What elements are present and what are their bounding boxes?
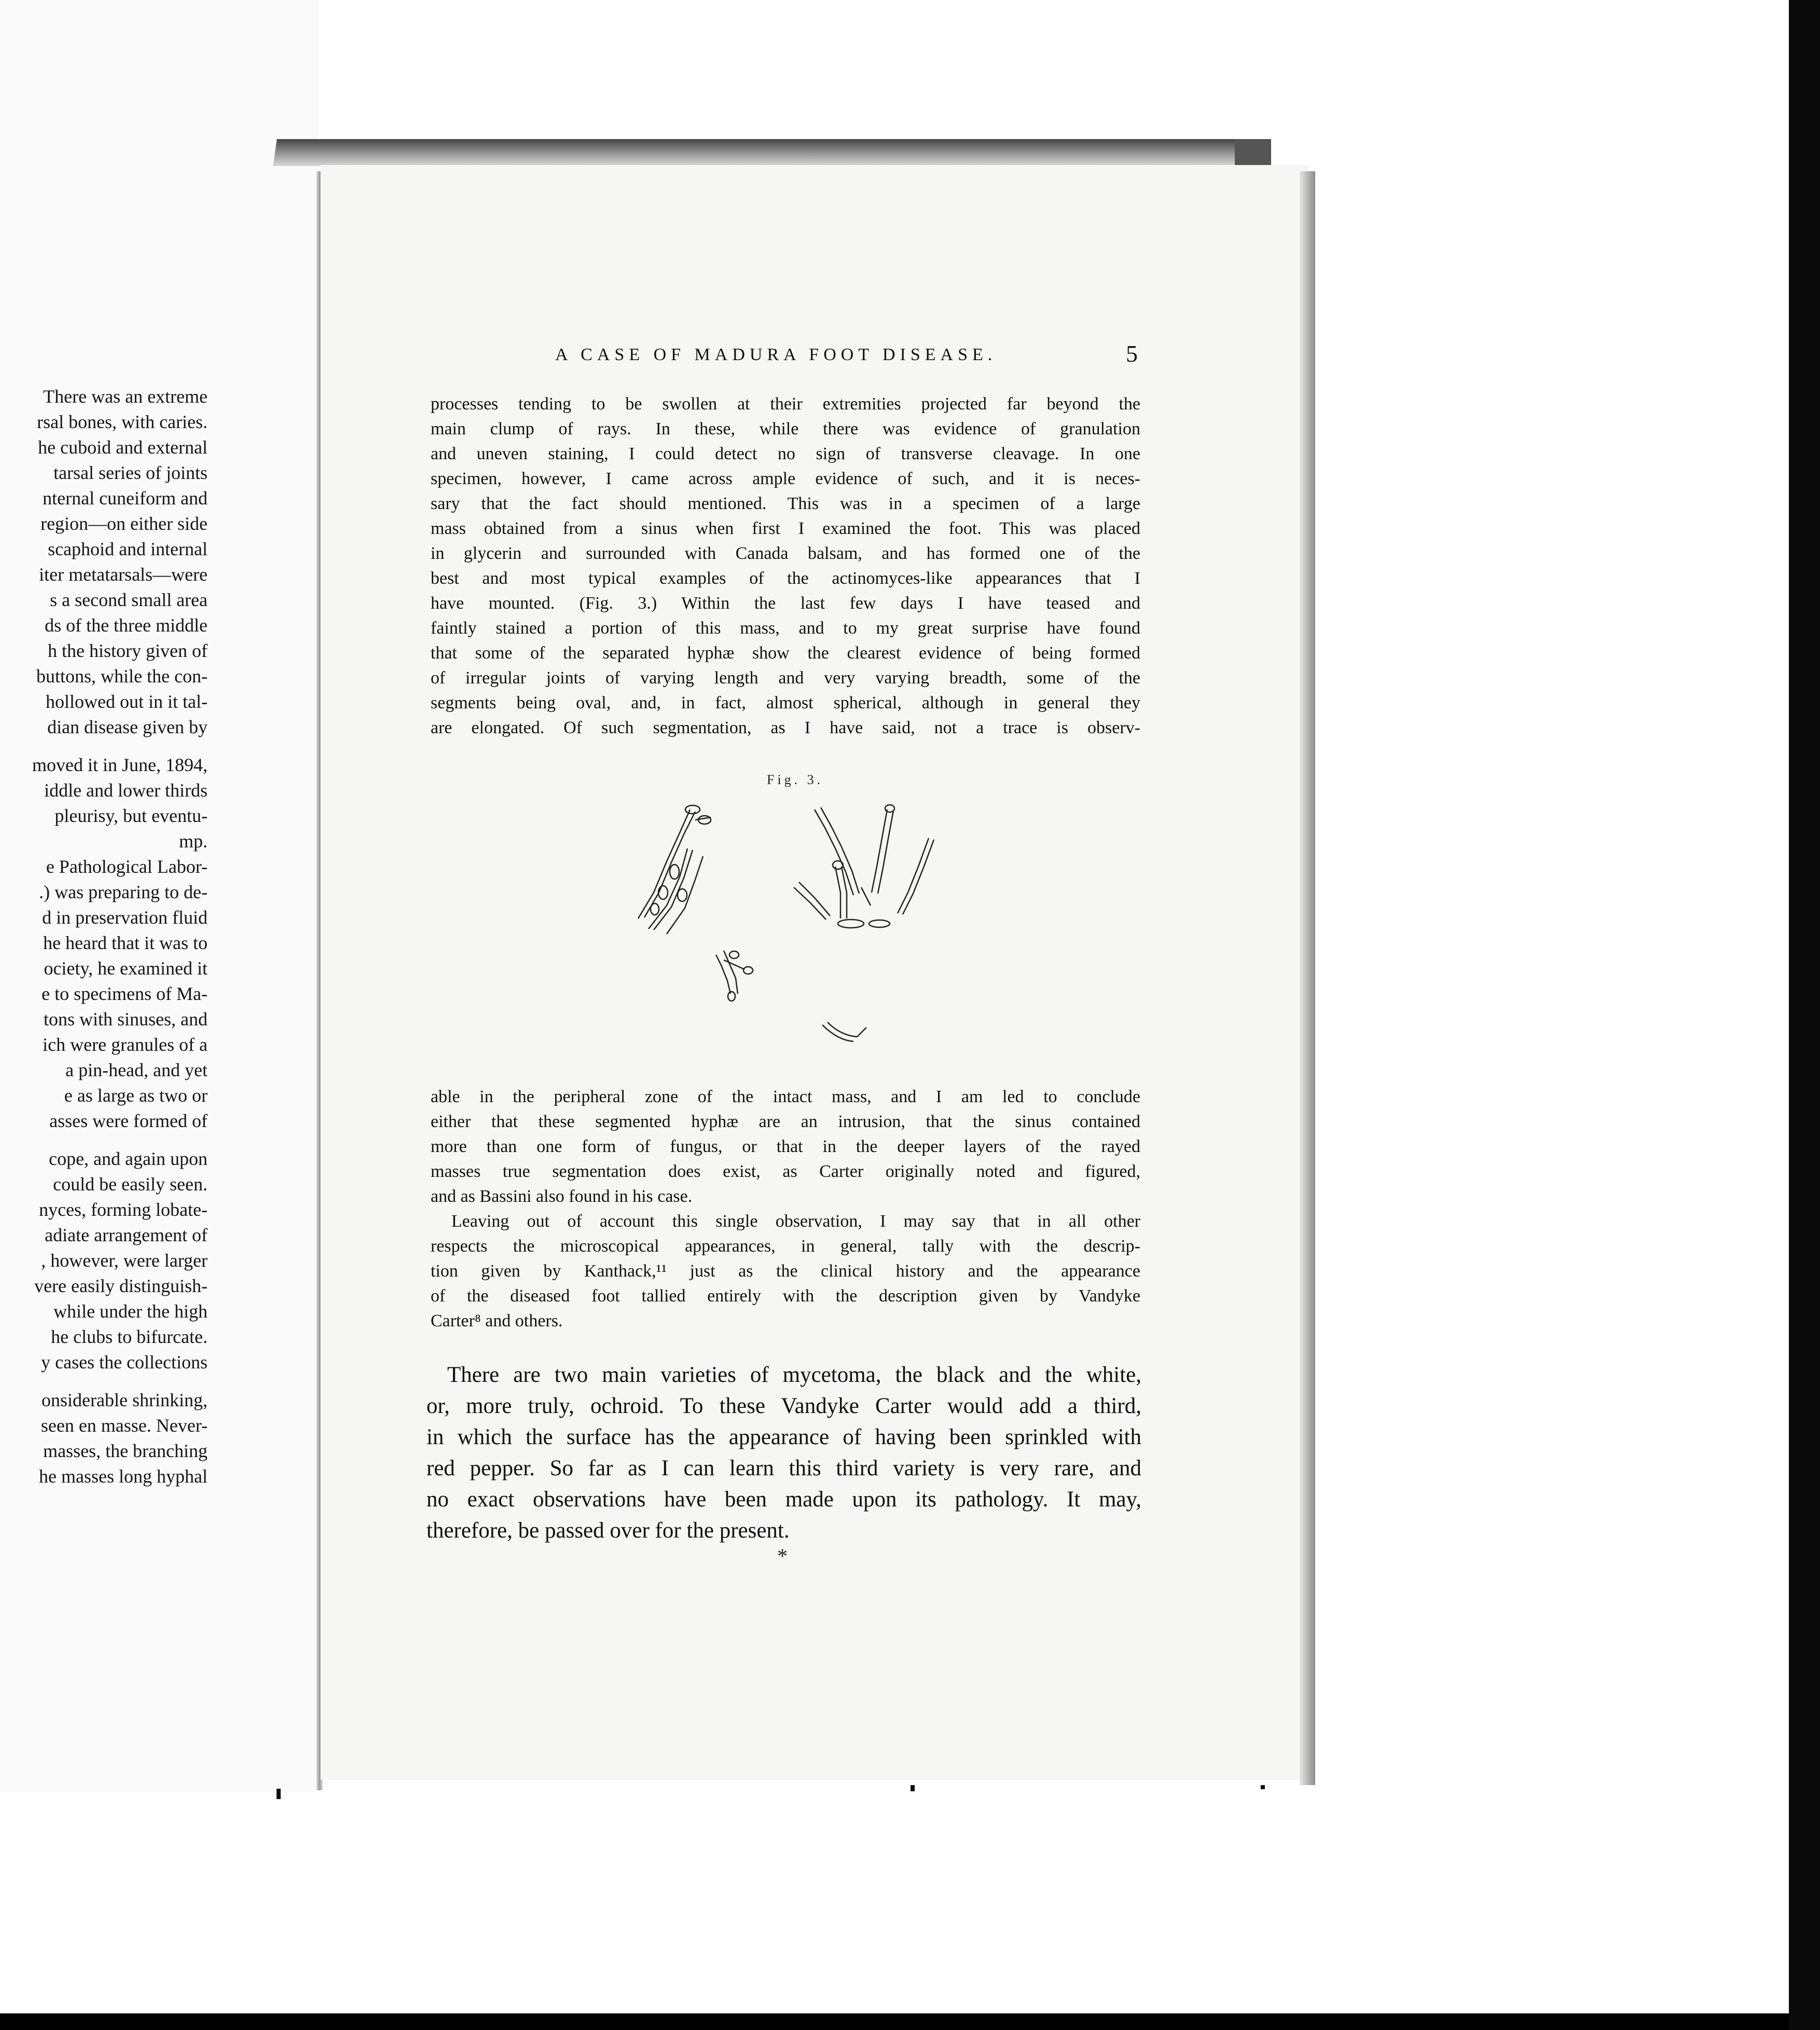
text-line: processes tending to be swollen at their extremities projected far beyond the bbox=[431, 394, 1140, 414]
text-line: have mounted. (Fig. 3.) Within the last few days I have teased and bbox=[431, 594, 1140, 613]
left-text-line: d in preservation fluid bbox=[42, 907, 208, 928]
text-line: mass obtained from a sinus when first I examined the foot. This was placed bbox=[431, 519, 1140, 538]
left-text-line: ich were granules of a bbox=[43, 1034, 208, 1055]
text-line: of irregular joints of varying length and very varying breadth, some of the bbox=[431, 668, 1140, 688]
left-text-line: tarsal series of joints bbox=[53, 462, 208, 483]
left-text-line: nyces, forming lobate- bbox=[39, 1199, 208, 1220]
hyphae-fragment bbox=[822, 1022, 866, 1041]
left-text-line bbox=[0, 740, 208, 752]
left-text-line: ociety, he examined it bbox=[44, 958, 208, 979]
text-line: Leaving out of account this single observation, I may say that in all other bbox=[451, 1212, 1140, 1231]
left-text-line: he cuboid and external bbox=[38, 437, 208, 458]
text-line: of the diseased foot tallied entirely with the description given by Vandyke bbox=[431, 1286, 1140, 1306]
text-line: faintly stained a portion of this mass, and to my great surprise have found bbox=[431, 619, 1140, 638]
text-line: in glycerin and surrounded with Canada balsam, and has formed one of the bbox=[431, 544, 1140, 563]
left-text-line: h the history given of bbox=[48, 640, 208, 661]
scan-mark bbox=[911, 1785, 915, 1791]
left-text-line: seen en masse. Never- bbox=[40, 1415, 208, 1436]
left-text-line: e to specimens of Ma- bbox=[42, 983, 208, 1004]
hyphae-cluster-left bbox=[638, 805, 711, 934]
text-line: in which the surface has the appearance of having been sprinkled with bbox=[426, 1425, 1141, 1449]
text-line: that some of the separated hyphæ show the clearest evidence of being formed bbox=[431, 643, 1140, 663]
left-text-line: asses were formed of bbox=[49, 1110, 208, 1131]
left-text-line: hollowed out in it tal- bbox=[46, 691, 208, 712]
left-text-line: he heard that it was to bbox=[43, 932, 208, 953]
left-text-line bbox=[0, 1134, 208, 1146]
left-text-line: he clubs to bifurcate. bbox=[51, 1326, 208, 1347]
text-line: red pepper. So far as I can learn this third variety is very rare, and bbox=[426, 1456, 1141, 1480]
left-text-line: cope, and again upon bbox=[49, 1148, 208, 1169]
text-line: masses true segmentation does exist, as Carter originally noted and figured, bbox=[431, 1162, 1140, 1181]
text-line: no exact observations have been made upon its pathology. It may, bbox=[426, 1487, 1141, 1512]
left-text-line: ds of the three middle bbox=[45, 615, 208, 636]
hyphae-cluster-right bbox=[794, 805, 934, 928]
text-line: sary that the fact should mentioned. This was in a specimen of a large bbox=[431, 494, 1140, 513]
left-text-line: dian disease given by bbox=[47, 717, 208, 737]
text-line: and uneven staining, I could detect no sign of transverse cleavage. In one bbox=[431, 444, 1140, 463]
left-text-line: onsiderable shrinking, bbox=[42, 1390, 208, 1410]
running-head: A CASE OF MADURA FOOT DISEASE. bbox=[555, 345, 997, 364]
paragraph-4 bbox=[426, 1360, 1141, 1546]
page-corner-shadow bbox=[1235, 139, 1271, 166]
page-edge-shadow bbox=[273, 139, 1262, 166]
left-text-line: e Pathological Labor- bbox=[46, 856, 208, 877]
text-line: are elongated. Of such segmentation, as I have said, not a trace is observ- bbox=[431, 718, 1140, 737]
left-text-line: .) was preparing to de- bbox=[39, 882, 208, 902]
text-line: main clump of rays. In these, while there was evidence of granulation bbox=[431, 419, 1140, 438]
text-line: and as Bassini also found in his case. bbox=[431, 1187, 693, 1206]
left-text-line: e as large as two or bbox=[64, 1085, 208, 1106]
hyphae-small-cluster bbox=[716, 951, 753, 1001]
page-right-edge bbox=[1300, 171, 1315, 1785]
left-page-text bbox=[0, 384, 208, 1489]
left-text-line: iter metatarsals—were bbox=[39, 564, 208, 585]
left-text-line: could be easily seen. bbox=[53, 1174, 208, 1195]
left-page-fragment bbox=[0, 0, 319, 1791]
left-text-line bbox=[0, 1375, 208, 1388]
left-text-line: while under the high bbox=[53, 1301, 208, 1322]
left-text-line: y cases the collections bbox=[41, 1352, 208, 1373]
left-text-line: , however, were larger bbox=[41, 1250, 208, 1271]
left-text-line: tons with sinuses, and bbox=[43, 1009, 208, 1030]
left-text-line: region—on either side bbox=[40, 513, 208, 534]
paragraph-3 bbox=[431, 1209, 1140, 1334]
text-line: able in the peripheral zone of the intact mass, and I am led to conclude bbox=[431, 1087, 1140, 1106]
text-line: or, more truly, ochroid. To these Vandyke Carter would add a third, bbox=[426, 1394, 1141, 1418]
text-line: Carter⁸ and others. bbox=[431, 1311, 563, 1331]
left-text-line: a pin-head, and yet bbox=[65, 1060, 208, 1080]
paragraph-1 bbox=[431, 392, 1140, 740]
text-line: either that these segmented hyphæ are an intrusion, that the sinus contained bbox=[431, 1112, 1140, 1131]
left-text-line: scaphoid and internal bbox=[48, 539, 208, 559]
left-text-line: buttons, while the con- bbox=[36, 666, 208, 687]
figure-3-illustration bbox=[617, 789, 949, 1059]
left-text-line: iddle and lower thirds bbox=[44, 780, 208, 801]
scan-mark bbox=[277, 1789, 281, 1799]
left-text-line: adiate arrangement of bbox=[45, 1225, 208, 1245]
left-text-line: nternal cuneiform and bbox=[43, 488, 208, 509]
left-text-line: There was an extreme bbox=[43, 386, 208, 407]
text-line: tion given by Kanthack,¹¹ just as the clinical history and the appearance bbox=[431, 1261, 1140, 1281]
paragraph-2 bbox=[431, 1085, 1140, 1209]
left-text-line: s a second small area bbox=[50, 589, 208, 610]
text-line: There are two main varieties of mycetoma, the black and the white, bbox=[447, 1363, 1141, 1387]
text-line: segments being oval, and, in fact, almost spherical, although in general they bbox=[431, 693, 1140, 712]
scanner-shadow bbox=[1789, 0, 1820, 2030]
figure-label: Fig. 3. bbox=[767, 772, 824, 787]
text-line: respects the microscopical appearances, in general, tally with the descrip- bbox=[431, 1237, 1140, 1256]
text-line: specimen, however, I came across ample evidence of such, and it is neces- bbox=[431, 469, 1140, 488]
page-number: 5 bbox=[1126, 340, 1138, 367]
section-ornament: * bbox=[777, 1544, 788, 1568]
scan-mark bbox=[1261, 1785, 1265, 1789]
text-line: therefore, be passed over for the present. bbox=[426, 1518, 790, 1543]
left-text-line: rsal bones, with caries. bbox=[37, 412, 208, 432]
left-text-line: pleurisy, but eventu- bbox=[54, 805, 208, 826]
left-text-line: masses, the branching bbox=[43, 1441, 208, 1461]
text-line: best and most typical examples of the actinomyces-like appearances that I bbox=[431, 569, 1140, 588]
text-line: more than one form of fungus, or that in the deeper layers of the rayed bbox=[431, 1137, 1140, 1156]
left-text-line: vere easily distinguish- bbox=[34, 1275, 208, 1296]
left-text-line: moved it in June, 1894, bbox=[32, 755, 208, 775]
left-text-line: mp. bbox=[178, 831, 208, 852]
left-text-line: he masses long hyphal bbox=[39, 1466, 208, 1487]
